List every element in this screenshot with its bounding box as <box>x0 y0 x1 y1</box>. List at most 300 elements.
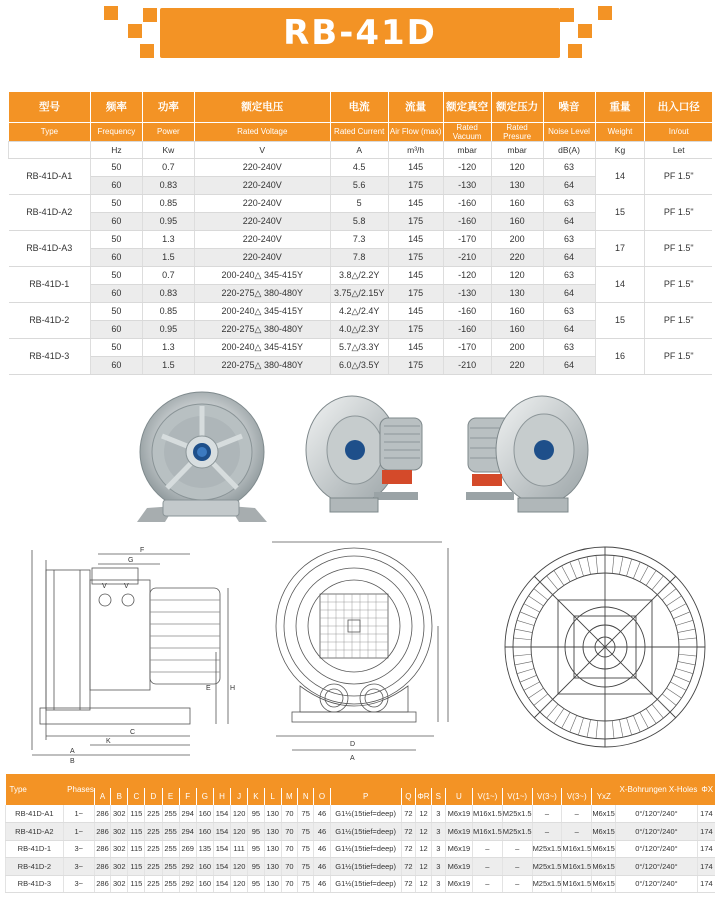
table-cell: 0.85 <box>142 302 194 320</box>
weight-cell: 17 <box>595 230 645 266</box>
grille-fin <box>524 604 540 612</box>
table-cell: -160 <box>443 194 491 212</box>
blower-rear-photo <box>458 388 593 523</box>
page-title: RB-41D <box>283 13 437 53</box>
grille-fin <box>554 709 564 724</box>
table-cell: M6x15 <box>592 823 616 841</box>
table-cell: – <box>502 840 532 858</box>
grille-fin <box>667 596 682 606</box>
grille-fin <box>570 715 577 732</box>
table-cell: – <box>473 840 503 858</box>
table-cell: 3 <box>431 805 445 823</box>
table-row <box>6 840 716 858</box>
table-cell: RB-41D-2 <box>6 858 64 876</box>
table-cell: 115 <box>128 875 145 893</box>
table-cell: 3 <box>431 875 445 893</box>
table-cell: 75 <box>298 875 314 893</box>
grille-fin <box>652 704 663 718</box>
table-cell: 145 <box>388 338 443 356</box>
table-cell: 175 <box>388 176 443 194</box>
column-header: E <box>162 788 179 805</box>
table-cell: 269 <box>179 840 196 858</box>
grille-fin <box>670 682 686 690</box>
column-header: 功率 <box>142 92 194 122</box>
table-cell: M6x15 <box>592 875 616 893</box>
weight-cell: 15 <box>595 194 645 230</box>
table-row <box>6 805 716 823</box>
table-cell: M25x1.5 <box>502 805 532 823</box>
grille-fin <box>587 720 591 738</box>
table-cell: – <box>502 858 532 876</box>
column-header: Let <box>645 141 712 158</box>
grille-fin <box>547 704 558 718</box>
table-cell: 302 <box>111 875 128 893</box>
table-cell: 220-240V <box>194 158 330 176</box>
grille-fin <box>633 562 640 579</box>
table-cell: 175 <box>388 248 443 266</box>
table-cell: 3~ <box>63 840 94 858</box>
column-header: Rated Vacuum <box>443 122 491 141</box>
column-header: Power <box>142 122 194 141</box>
table-cell: 160 <box>491 302 543 320</box>
column-header: K <box>248 788 264 805</box>
table-cell: 174 <box>697 840 715 858</box>
table-cell: 60 <box>90 320 142 338</box>
column-header: Kw <box>142 141 194 158</box>
dim-header-row <box>6 774 716 788</box>
table-cell: 160 <box>196 875 213 893</box>
table-cell: 3.8△/2.2Y <box>330 266 388 284</box>
table-cell: – <box>502 875 532 893</box>
grille-fin <box>547 576 558 590</box>
table-cell: -130 <box>443 284 491 302</box>
table-cell: 154 <box>213 840 230 858</box>
model-cell: RB-41D-1 <box>9 266 91 302</box>
table-cell: 130 <box>264 805 281 823</box>
table-cell: M6x19 <box>445 823 472 841</box>
column-header: V <box>194 141 330 158</box>
table-cell: G1½(15tief=deep) <box>330 823 401 841</box>
table-cell: 3~ <box>63 858 94 876</box>
grille-fin <box>676 668 693 673</box>
dim-label: V <box>124 583 129 590</box>
table-cell: 0.7 <box>142 158 194 176</box>
table-cell: 130 <box>264 858 281 876</box>
grille-fin <box>529 688 544 698</box>
table-cell: 60 <box>90 356 142 374</box>
table-cell: 3 <box>431 858 445 876</box>
table-cell: 12 <box>416 805 431 823</box>
column-header: Rated Presure <box>491 122 543 141</box>
table-cell: 4.0△/2.3Y <box>330 320 388 338</box>
grille-fin <box>515 629 533 633</box>
weight-cell: 14 <box>595 266 645 302</box>
table-cell: 220 <box>491 248 543 266</box>
table-cell: 292 <box>179 858 196 876</box>
table-cell: – <box>562 823 592 841</box>
column-header: 噪音 <box>543 92 595 122</box>
table-cell: 63 <box>543 266 595 284</box>
table-cell: 12 <box>416 858 431 876</box>
port-cell: PF 1.5" <box>645 302 712 338</box>
column-header: Type <box>6 774 64 805</box>
table-cell: 70 <box>281 840 297 858</box>
table-cell: 220-275△ 380-480Y <box>194 284 330 302</box>
table-cell: – <box>473 858 503 876</box>
side-view-drawing <box>10 540 245 765</box>
table-cell: M25x1.5 <box>532 858 562 876</box>
grille-fin <box>662 589 676 600</box>
table-cell: 60 <box>90 176 142 194</box>
table-cell: RB-41D-A2 <box>6 823 64 841</box>
table-cell: 72 <box>401 823 416 841</box>
table-cell: 111 <box>231 840 248 858</box>
rear-grille-drawing <box>498 540 713 755</box>
table-cell: 3~ <box>63 875 94 893</box>
spec-header-row <box>9 141 713 158</box>
table-cell: -160 <box>443 320 491 338</box>
column-header: 重量 <box>595 92 645 122</box>
column-header: V(3~) <box>562 788 592 805</box>
table-cell: 3 <box>431 823 445 841</box>
table-cell: 1.5 <box>142 248 194 266</box>
column-header: m³/h <box>388 141 443 158</box>
model-cell: RB-41D-A1 <box>9 158 91 194</box>
column-header: V(1~) <box>473 788 503 805</box>
column-header: M <box>281 788 297 805</box>
grille-fin <box>524 682 540 690</box>
column-header: mbar <box>443 141 491 158</box>
table-cell: 64 <box>543 320 595 338</box>
table-cell: 5 <box>330 194 388 212</box>
grille-fin <box>520 675 537 682</box>
table-cell: 1.3 <box>142 338 194 356</box>
table-cell: 75 <box>298 840 314 858</box>
table-cell: 3 <box>431 840 445 858</box>
table-cell: G1½(15tief=deep) <box>330 840 401 858</box>
table-cell: 120 <box>231 858 248 876</box>
column-header: ΦX <box>697 774 715 805</box>
grille-fin <box>619 720 623 738</box>
column-header: N <box>298 788 314 805</box>
table-cell: 160 <box>196 823 213 841</box>
table-cell: 5.7△/3.3Y <box>330 338 388 356</box>
grille-fin <box>612 721 614 739</box>
table-cell: 130 <box>491 176 543 194</box>
table-cell: 95 <box>248 858 264 876</box>
table-cell: 135 <box>196 840 213 858</box>
table-cell: M25x1.5 <box>532 875 562 893</box>
table-cell: 46 <box>314 875 330 893</box>
table-cell: 220-240V <box>194 194 330 212</box>
table-row <box>9 230 713 248</box>
table-cell: -170 <box>443 338 491 356</box>
table-cell: 220-240V <box>194 248 330 266</box>
grille-fin <box>517 668 534 673</box>
table-cell: 50 <box>90 302 142 320</box>
deco-square <box>578 24 592 38</box>
grille-fin <box>657 582 670 595</box>
table-cell: 60 <box>90 284 142 302</box>
table-cell: 0.83 <box>142 176 194 194</box>
table-cell: RB-41D-A1 <box>6 805 64 823</box>
table-cell: 50 <box>90 338 142 356</box>
grille-fin <box>662 694 676 705</box>
table-cell: 292 <box>179 875 196 893</box>
table-cell: 174 <box>697 858 715 876</box>
column-header: Frequency <box>90 122 142 141</box>
grille-fin <box>678 629 696 633</box>
table-row <box>9 302 713 320</box>
column-header: C <box>128 788 145 805</box>
table-cell: M16x1.5 <box>562 840 592 858</box>
port-cell: PF 1.5" <box>645 338 712 374</box>
dim-label: A <box>350 755 355 762</box>
column-header: In/out <box>645 122 712 141</box>
column-header: dB(A) <box>543 141 595 158</box>
table-cell: 115 <box>128 805 145 823</box>
weight-cell: 14 <box>595 158 645 194</box>
table-cell: -210 <box>443 356 491 374</box>
port-cell: PF 1.5" <box>645 158 712 194</box>
table-cell: 4.5 <box>330 158 388 176</box>
table-cell: 160 <box>196 858 213 876</box>
table-cell: 220-275△ 380-480Y <box>194 320 330 338</box>
table-cell: 174 <box>697 805 715 823</box>
grille-fin <box>534 589 548 600</box>
table-cell: 120 <box>491 158 543 176</box>
table-cell: -210 <box>443 248 491 266</box>
table-cell: 50 <box>90 230 142 248</box>
table-row <box>9 266 713 284</box>
table-cell: 255 <box>162 858 179 876</box>
column-header: Weight <box>595 122 645 141</box>
deco-square <box>143 8 157 22</box>
table-cell: 154 <box>213 875 230 893</box>
table-cell: 120 <box>231 823 248 841</box>
table-cell: 286 <box>94 840 110 858</box>
table-cell: 70 <box>281 805 297 823</box>
grille-fin <box>587 557 591 575</box>
grille-fin <box>540 582 553 595</box>
table-cell: 7.3 <box>330 230 388 248</box>
table-cell: 60 <box>90 248 142 266</box>
grille-fin <box>520 612 537 619</box>
table-cell: 225 <box>145 875 162 893</box>
table-cell: 72 <box>401 875 416 893</box>
model-cell: RB-41D-A3 <box>9 230 91 266</box>
grille-fin <box>673 675 690 682</box>
table-cell: -130 <box>443 176 491 194</box>
column-header: 额定电压 <box>194 92 330 122</box>
table-cell: 225 <box>145 858 162 876</box>
column-header: B <box>111 788 128 805</box>
table-cell: 225 <box>145 823 162 841</box>
model-cell: RB-41D-A2 <box>9 194 91 230</box>
grille-fin <box>640 712 648 728</box>
column-header: 额定压力 <box>491 92 543 122</box>
table-cell: 4.2△/2.4Y <box>330 302 388 320</box>
table-cell: -160 <box>443 302 491 320</box>
table-cell: M6x15 <box>592 840 616 858</box>
table-cell: 6.0△/3.5Y <box>330 356 388 374</box>
column-header: X-Bohrungen X-Holes <box>616 774 698 805</box>
column-header: S <box>431 788 445 805</box>
dim-label: D <box>350 741 356 748</box>
table-cell: -170 <box>443 230 491 248</box>
table-cell: M6x15 <box>592 805 616 823</box>
table-cell: 175 <box>388 212 443 230</box>
table-cell: 0°/120°/240° <box>616 875 698 893</box>
table-cell: 115 <box>128 823 145 841</box>
table-cell: G1½(15tief=deep) <box>330 875 401 893</box>
dim-label: B <box>70 758 75 765</box>
table-cell: 220-240V <box>194 176 330 194</box>
table-row <box>9 158 713 176</box>
table-cell: 95 <box>248 805 264 823</box>
grille-fin <box>676 620 693 625</box>
column-header: 频率 <box>90 92 142 122</box>
table-cell: – <box>473 875 503 893</box>
spec-table <box>8 92 712 375</box>
table-cell: 160 <box>491 194 543 212</box>
table-cell: 64 <box>543 356 595 374</box>
table-cell: 50 <box>90 158 142 176</box>
column-header: Rated Voltage <box>194 122 330 141</box>
column-header: 流量 <box>388 92 443 122</box>
column-header: L <box>264 788 281 805</box>
port-cell: PF 1.5" <box>645 230 712 266</box>
deco-square <box>128 24 142 38</box>
column-header: Kg <box>595 141 645 158</box>
table-cell: -120 <box>443 266 491 284</box>
table-cell: 46 <box>314 823 330 841</box>
grille-fin <box>626 559 631 576</box>
column-header: 额定真空 <box>443 92 491 122</box>
column-header: P <box>330 788 401 805</box>
grille-fin <box>513 654 531 656</box>
port-cell: PF 1.5" <box>645 266 712 302</box>
column-header: Phases <box>63 774 94 805</box>
table-cell: 63 <box>543 158 595 176</box>
table-cell: 5.8 <box>330 212 388 230</box>
table-cell: 294 <box>179 823 196 841</box>
table-cell: 286 <box>94 858 110 876</box>
table-cell: RB-41D-1 <box>6 840 64 858</box>
table-cell: 174 <box>697 875 715 893</box>
grille-fin <box>596 555 598 573</box>
grille-fin <box>619 557 623 575</box>
deco-square <box>560 8 574 22</box>
column-header: Q <box>401 788 416 805</box>
table-cell: G1½(15tief=deep) <box>330 858 401 876</box>
table-cell: – <box>532 823 562 841</box>
table-cell: 174 <box>697 823 715 841</box>
table-cell: 294 <box>179 805 196 823</box>
table-cell: 255 <box>162 823 179 841</box>
table-cell: 255 <box>162 875 179 893</box>
table-cell: 0°/120°/240° <box>616 840 698 858</box>
table-cell: 0.83 <box>142 284 194 302</box>
deco-square <box>598 6 612 20</box>
table-cell: 1~ <box>63 805 94 823</box>
dim-label: C <box>130 729 136 736</box>
grille-fin <box>640 566 648 582</box>
table-cell: 130 <box>264 840 281 858</box>
column-header: A <box>94 788 110 805</box>
column-header: A <box>330 141 388 158</box>
column-header: 电流 <box>330 92 388 122</box>
table-cell: 115 <box>128 840 145 858</box>
column-header: 型号 <box>9 92 91 122</box>
table-cell: 154 <box>213 823 230 841</box>
dim-label: A <box>70 748 75 755</box>
deco-square <box>568 44 582 58</box>
table-cell: 0°/120°/240° <box>616 823 698 841</box>
table-cell: 145 <box>388 302 443 320</box>
table-cell: 120 <box>231 875 248 893</box>
title-bar <box>160 8 560 58</box>
table-cell: 64 <box>543 212 595 230</box>
grille-fin <box>554 571 564 586</box>
grille-fin <box>670 604 686 612</box>
table-cell: G1½(15tief=deep) <box>330 805 401 823</box>
table-cell: 175 <box>388 284 443 302</box>
grille-fin <box>513 638 531 640</box>
table-cell: 255 <box>162 840 179 858</box>
table-cell: 225 <box>145 840 162 858</box>
table-cell: 72 <box>401 840 416 858</box>
table-cell: 46 <box>314 840 330 858</box>
table-cell: 302 <box>111 858 128 876</box>
table-cell: M16x1.5 <box>473 823 503 841</box>
grille-fin <box>562 566 570 582</box>
grille-fin <box>596 721 598 739</box>
grille-fin <box>646 709 656 724</box>
dim-label: E <box>206 685 211 692</box>
table-cell: 46 <box>314 858 330 876</box>
table-cell: M6x19 <box>445 875 472 893</box>
table-cell: 3.75△/2.15Y <box>330 284 388 302</box>
table-cell: 154 <box>213 858 230 876</box>
table-cell: 64 <box>543 284 595 302</box>
table-cell: 200-240△ 345-415Y <box>194 266 330 284</box>
column-header: U <box>445 788 472 805</box>
table-cell: 145 <box>388 194 443 212</box>
table-cell: 225 <box>145 805 162 823</box>
table-cell: 200-240△ 345-415Y <box>194 302 330 320</box>
table-cell: 302 <box>111 840 128 858</box>
table-cell: 75 <box>298 858 314 876</box>
port-cell: PF 1.5" <box>645 194 712 230</box>
grille-fin <box>652 576 663 590</box>
grille-fin <box>562 712 570 728</box>
table-cell: 12 <box>416 875 431 893</box>
dim-label: K <box>106 738 111 745</box>
table-cell: 95 <box>248 875 264 893</box>
table-cell: 302 <box>111 805 128 823</box>
table-cell: 72 <box>401 805 416 823</box>
weight-cell: 16 <box>595 338 645 374</box>
table-cell: 1~ <box>63 823 94 841</box>
column-header: Hz <box>90 141 142 158</box>
table-cell: M16x1.5 <box>473 805 503 823</box>
grille-fin <box>578 559 583 576</box>
column-header: F <box>179 788 196 805</box>
spec-header-row <box>9 92 713 122</box>
model-cell: RB-41D-3 <box>9 338 91 374</box>
table-cell: 7.8 <box>330 248 388 266</box>
